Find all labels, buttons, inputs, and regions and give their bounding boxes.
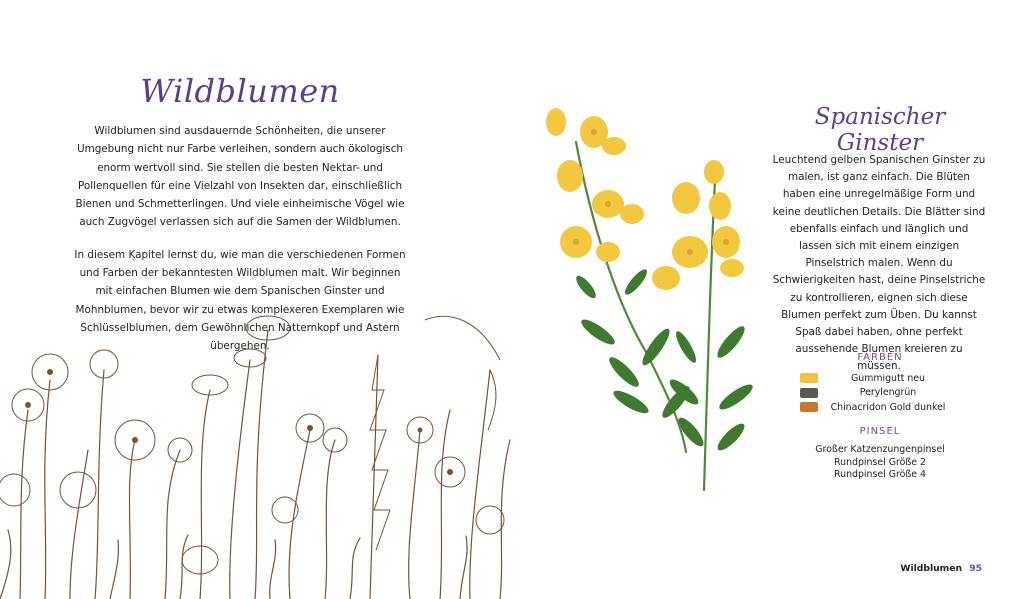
color-list <box>800 371 950 415</box>
intro-paragraph-2: In diesem Kapitel lernst du, wie man die verschiedenen Formen und Farben der bekanntesten Wildblumen malt. Wir beginnen mit einfachen Blumen wie dem Spanischen Ginster und Mohnblumen, bevor wir zu etwas komplexeren Exemplaren wie Schlüsselblumen, dem Gewöhnlichen Natternkopf und Astern übergehen. <box>74 248 406 353</box>
color-swatch <box>800 402 818 412</box>
chapter-title: Wildblumen <box>140 72 340 110</box>
color-label: Perylengrün <box>859 387 917 399</box>
intro-paragraph-1: Wildblumen sind ausdauernde Schönheiten, die unserer Umgebung nicht nur Farbe verleihen, sondern auch ökologisch enorm wertvoll sind. Sie stellen die besten Nektar- und Pollenquellen für eine Vielzahl von Insekten dar, einschließlich Bienen und Schmetterlingen. Und viele einheimische Vögel wie auch Zugvögel verlassen sich auf die Samen der Wildblumen. <box>75 125 405 229</box>
section-text: Leuchtend gelben Spanischen Ginster zu malen, ist ganz einfach. Die Blüten haben eine unregelmäßige Form und keine deutlichen Details. Die Blätter sind ebenfalls einfach und länglich und lassen sich mit einem einzigen Pinselstrich malen. Wenn du Schwierigkeiten hast, deine Pinselstriche zu kontrollieren, eignen sich diese Blumen perfekt zum Üben. Du kannst Spaß dabei haben, ohne perfekt aussehende Blumen kreieren zu müssen. <box>772 154 986 373</box>
color-swatch <box>800 373 818 383</box>
spanish-broom-watercolor <box>536 102 766 492</box>
color-item <box>800 400 950 415</box>
color-item <box>800 371 950 386</box>
color-label: Chinacridon Gold dunkel <box>830 401 946 413</box>
brush-list <box>800 444 960 482</box>
page-number: 95 <box>969 563 982 574</box>
color-label: Gummigutt neu <box>851 372 925 384</box>
brush-item: Rundpinsel Größe 2 <box>834 456 926 468</box>
color-swatch <box>800 388 818 398</box>
colors-heading: FARBEN <box>857 352 903 363</box>
section-title: Spanischer Ginster <box>814 104 946 156</box>
wildflower-meadow-illustration <box>0 300 520 599</box>
color-item <box>800 386 950 401</box>
footer-chapter: Wildblumen <box>900 563 962 574</box>
brush-item: Rundpinsel Größe 4 <box>834 469 926 481</box>
brush-item: Großer Katzenzungenpinsel <box>815 444 945 455</box>
brushes-heading: PINSEL <box>859 426 901 437</box>
